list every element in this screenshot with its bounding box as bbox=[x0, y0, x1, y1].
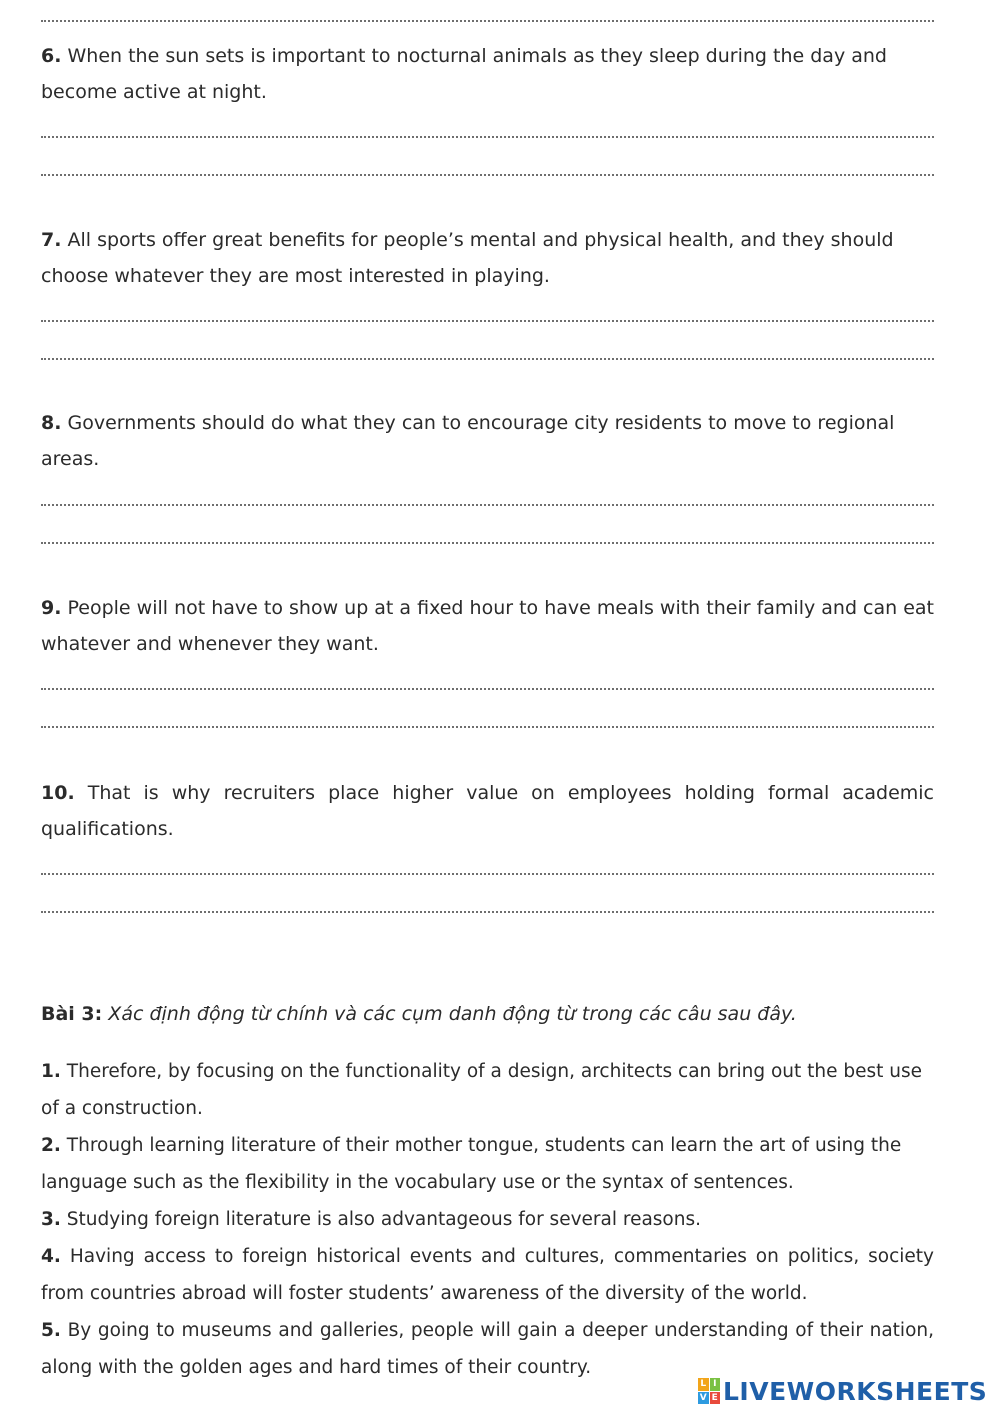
sentence-2 bbox=[41, 1127, 934, 1201]
question-number: 7. bbox=[41, 229, 62, 251]
question-6 bbox=[41, 38, 934, 110]
sentence-list bbox=[41, 1053, 934, 1386]
logo-mark-letter: E bbox=[710, 1392, 721, 1405]
question-number: 6. bbox=[41, 45, 62, 67]
answer-input-9b[interactable] bbox=[41, 696, 934, 728]
question-number: 8. bbox=[41, 412, 62, 434]
logo-text: LIVEWORKSHEETS bbox=[723, 1376, 988, 1406]
answer-input-7b[interactable] bbox=[41, 328, 934, 360]
question-text: That is why recruiters place higher value on employees holding formal academic qualifications. bbox=[41, 782, 934, 840]
answer-input-10a[interactable] bbox=[41, 843, 934, 875]
liveworksheets-logo bbox=[698, 1371, 994, 1411]
answer-input-6b[interactable] bbox=[41, 144, 934, 176]
sentence-text: Studying foreign literature is also advantageous for several reasons. bbox=[66, 1209, 701, 1230]
sentence-number: 3. bbox=[41, 1209, 61, 1230]
sentence-number: 1. bbox=[41, 1061, 61, 1082]
question-text: When the sun sets is important to nocturnal animals as they sleep during the day and become active at night. bbox=[41, 45, 887, 103]
answer-input-8b[interactable] bbox=[41, 512, 934, 544]
question-text: All sports offer great benefits for people’s mental and physical health, and they should choose whatever they are most interested in playing. bbox=[41, 229, 894, 287]
question-number: 9. bbox=[41, 597, 62, 619]
sentence-3 bbox=[41, 1201, 934, 1238]
exercise-instruction: Xác định động từ chính và các cụm danh động từ trong các câu sau đây. bbox=[108, 1003, 797, 1025]
question-number: 10. bbox=[41, 782, 75, 804]
sentence-4 bbox=[41, 1238, 934, 1312]
answer-input-7a[interactable] bbox=[41, 290, 934, 322]
answer-input-9a[interactable] bbox=[41, 658, 934, 690]
dotted-rule bbox=[41, 20, 934, 22]
question-8 bbox=[41, 405, 934, 477]
answer-input-10b[interactable] bbox=[41, 881, 934, 913]
answer-input-8a[interactable] bbox=[41, 474, 934, 506]
question-9 bbox=[41, 590, 934, 662]
sentence-number: 2. bbox=[41, 1135, 61, 1156]
sentence-text: Through learning literature of their mother tongue, students can learn the art of using the language such as the flexibility in the vocabulary use or the syntax of sentences. bbox=[41, 1135, 902, 1193]
question-text: Governments should do what they can to encourage city residents to move to regional areas. bbox=[41, 412, 895, 470]
sentence-text: Having access to foreign historical events and cultures, commentaries on politics, society from countries abroad will foster students’ awareness of the diversity of the world. bbox=[41, 1246, 934, 1304]
sentence-number: 5. bbox=[41, 1320, 61, 1341]
logo-mark-icon bbox=[698, 1378, 720, 1404]
sentence-text: Therefore, by focusing on the functionality of a design, architects can bring out the best use of a construction. bbox=[41, 1061, 923, 1119]
sentence-1 bbox=[41, 1053, 934, 1127]
exercise-3-heading bbox=[41, 996, 934, 1032]
logo-mark-letter: I bbox=[710, 1378, 721, 1391]
logo-mark-letter: L bbox=[698, 1378, 709, 1391]
question-10 bbox=[41, 775, 934, 847]
sentence-text: By going to museums and galleries, people will gain a deeper understanding of their nation, along with the golden ages and hard times of their country. bbox=[41, 1320, 934, 1378]
question-7 bbox=[41, 222, 934, 294]
sentence-number: 4. bbox=[41, 1246, 61, 1267]
logo-mark-letter: V bbox=[699, 1392, 707, 1403]
answer-input-6a[interactable] bbox=[41, 106, 934, 138]
exercise-label: Bài 3: bbox=[41, 1003, 103, 1025]
question-text: People will not have to show up at a fixed hour to have meals with their family and can eat whatever and whenever they want. bbox=[41, 597, 934, 655]
